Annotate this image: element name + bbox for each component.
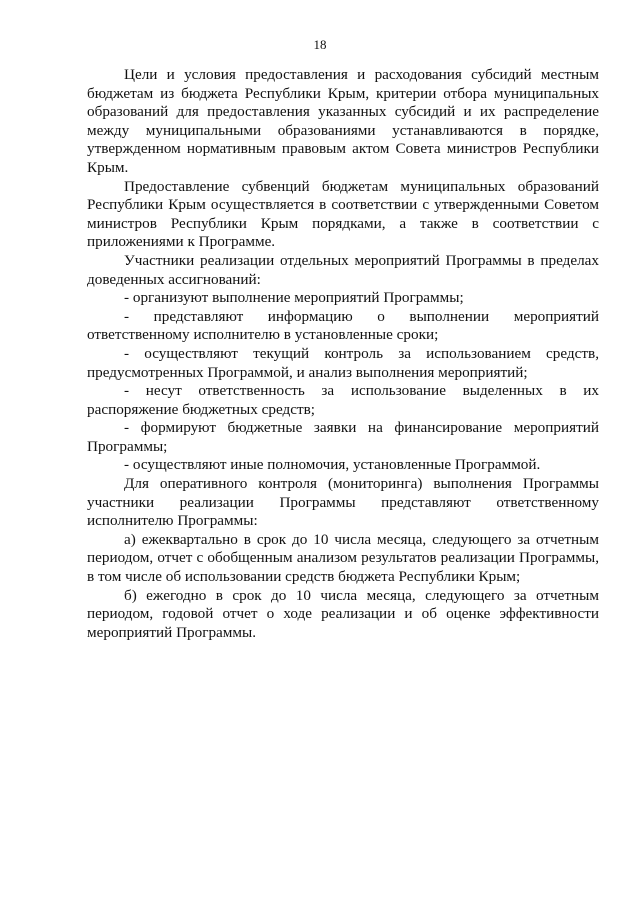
- list-item-current-control: - осуществляют текущий контроль за использованием средств, предусмотренных Программой, и анализ выполнения мероприятий;: [87, 344, 599, 381]
- paragraph-participants-intro: Участники реализации отдельных мероприятий Программы в пределах доведенных ассигнований:: [87, 251, 599, 288]
- list-item-other-powers: - осуществляют иные полномочия, установленные Программой.: [124, 456, 541, 474]
- list-item-organize: - организуют выполнение мероприятий Программы;: [124, 289, 464, 307]
- list-item-responsibility: - несут ответственность за использование выделенных в их распоряжение бюджетных средств;: [87, 382, 599, 418]
- paragraph-subsidy-conditions: Цели и условия предоставления и расходования субсидий местным бюджетам из бюджета Республики Крым, критерии отбора муниципальных образований для предоставления указанных субсидий и их распределение между муниципальными образованиями устанавливаются в порядке, утвержденном нормативным правовым актом Совета министров Республики Крым.: [87, 66, 599, 176]
- paragraph-monitoring-intro: Для оперативного контроля (мониторинга) выполнения Программы участники реализации Программы представляют ответственному исполнителю Программы:: [87, 475, 599, 530]
- page-number: 18: [313, 37, 327, 52]
- document-body: [87, 66, 599, 642]
- paragraph-annual-report: б) ежегодно в срок до 10 числа месяца, следующего за отчетным периодом, годовой отчет о ходе реализации и об оценке эффективности мероприятий Программы.: [87, 586, 599, 641]
- paragraph-subventions: Предоставление субвенций бюджетам муниципальных образований Республики Крым осуществляется в соответствии с утвержденными Советом министров Республики Крым порядками, а также в соответствии с приложениями к Программе.: [87, 177, 599, 251]
- list-item-budget-requests: - формируют бюджетные заявки на финансирование мероприятий Программы;: [87, 419, 599, 455]
- paragraph-quarterly-report: а) ежеквартально в срок до 10 числа месяца, следующего за отчетным периодом, отчет с обобщенным анализом результатов реализации Программы, в том числе об использовании средств бюджета Республики Крым;: [87, 530, 599, 586]
- list-item-report-info: - представляют информацию о выполнении мероприятий ответственному исполнителю в установленные сроки;: [87, 307, 599, 344]
